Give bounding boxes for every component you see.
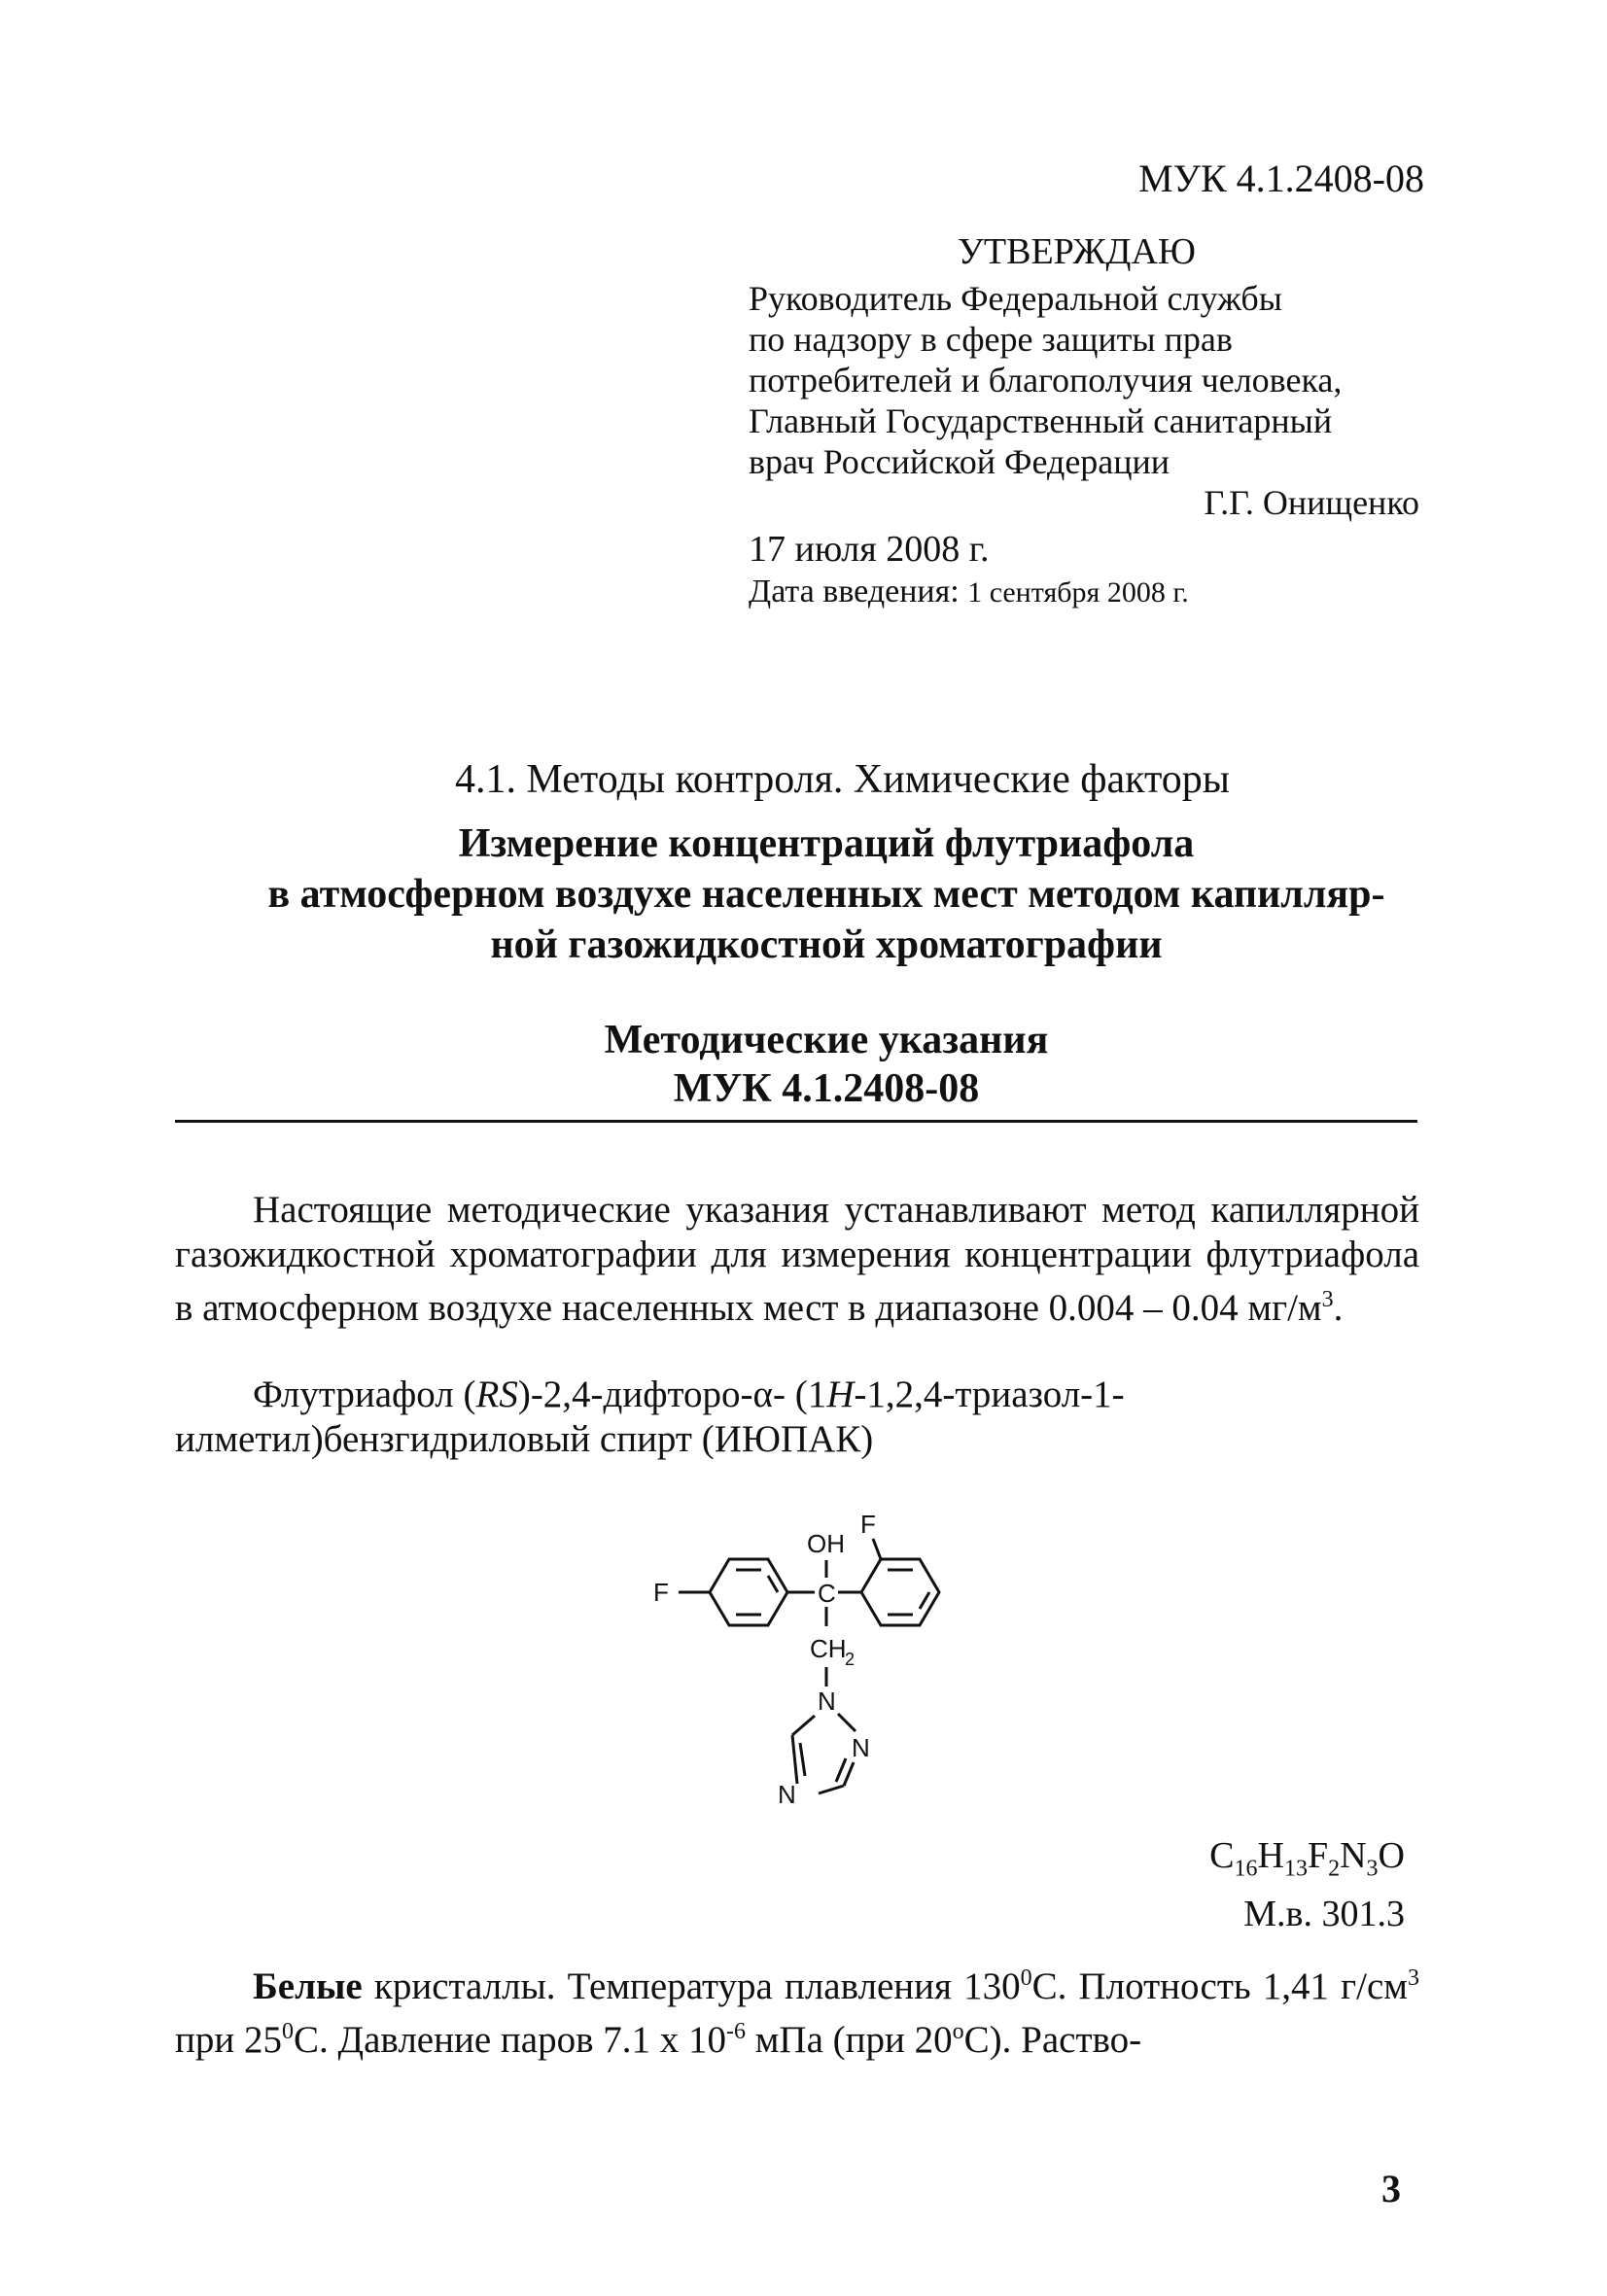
introduction-label: Дата введения:: [749, 574, 960, 609]
document-code: МУК 4.1.2408-08: [1138, 157, 1424, 200]
document-title: [214, 818, 1439, 970]
approval-line: потребителей и благополучия человека,: [749, 361, 1343, 400]
subtitle-line: Методические указания: [604, 1018, 1049, 1062]
properties-sup: 0: [282, 2019, 294, 2044]
atom-c: C: [818, 1579, 836, 1608]
section-heading: 4.1. Методы контроля. Химические факторы: [454, 757, 1230, 802]
iupac-post: -1,2,4-триазол-1-илметил)бензгидриловый спирт (ИЮПАК): [175, 1374, 1125, 1460]
formula-c: C: [1209, 1835, 1235, 1876]
scope-superscript: 3: [1321, 1287, 1334, 1312]
approval-line: Руководитель Федеральной службы: [749, 279, 1282, 318]
properties-text: С. Плотность 1,41 г/см: [1031, 1966, 1408, 2007]
properties-text: мПа (при 20: [746, 2019, 953, 2061]
triazole-bond: [792, 1735, 797, 1784]
atom-f-ortho: F: [860, 1510, 876, 1539]
triazole-bond: [844, 1762, 854, 1786]
atom-ch-subscript: 2: [845, 1650, 856, 1669]
paragraph-properties: [175, 1956, 1419, 2063]
atom-n2: N: [852, 1733, 870, 1762]
title-line: ной газожидкостной хроматографии: [490, 922, 1163, 967]
triazole-double-bond: [836, 1758, 846, 1782]
formula-n-count: 3: [1366, 1856, 1379, 1882]
formula-f: F: [1307, 1835, 1329, 1876]
iupac-rs: RS: [475, 1374, 518, 1415]
formula-o: O: [1378, 1835, 1405, 1876]
triazole-bond: [838, 1714, 856, 1731]
iupac-pre: Флутриафол (: [253, 1374, 476, 1415]
right-ring-double-bond: [920, 1592, 929, 1609]
molecular-formula: [1209, 1833, 1405, 1892]
approval-line: по надзору в сфере защиты прав: [749, 320, 1233, 359]
triazole-bond: [792, 1716, 815, 1735]
iupac-mid: )-2,4-дифторо-α- (1: [517, 1374, 827, 1415]
molecular-weight: М.в. 301.3: [1243, 1893, 1405, 1934]
left-ring-double-bond: [768, 1576, 778, 1592]
properties-bold: Белые: [253, 1966, 363, 2007]
properties-sup: 3: [1408, 1966, 1419, 1991]
document-subtitle: [214, 1016, 1439, 1113]
approval-line: врач Российской Федерации: [749, 442, 1170, 481]
atom-ch: CH: [810, 1634, 847, 1663]
title-divider: [175, 1120, 1417, 1123]
approval-date: 17 июля 2008 г.: [749, 529, 990, 570]
subtitle-code: МУК 4.1.2408-08: [673, 1066, 980, 1111]
signatory-name: Г.Г. Онищенко: [1204, 483, 1419, 522]
formula-f-count: 2: [1328, 1856, 1341, 1882]
paragraph-text: [175, 1956, 1419, 2063]
paragraph-scope: [175, 1188, 1419, 1331]
formula-h-count: 13: [1283, 1856, 1308, 1882]
f-bond-ortho: [873, 1539, 881, 1559]
paragraph-text: [175, 1373, 1419, 1462]
page-number: 3: [1381, 2167, 1401, 2210]
formula-c-count: 16: [1234, 1856, 1258, 1882]
scope-end: .: [1333, 1287, 1344, 1329]
title-line: в атмосферном воздухе населенных мест методом капилляр-: [267, 872, 1385, 917]
properties-sup: -6: [726, 2019, 746, 2044]
paragraph-text: [175, 1188, 1419, 1331]
properties-sup: 0: [1020, 1966, 1032, 1991]
title-line: Измерение концентраций флутриафола: [458, 821, 1195, 866]
properties-text: кристаллы. Температура плавления 130: [362, 1966, 1021, 2007]
introduction-value: 1 сентября 2008 г.: [967, 576, 1189, 609]
paragraph-iupac: [175, 1373, 1419, 1462]
properties-text: при 25: [175, 2019, 282, 2061]
triazole-bond: [819, 1786, 844, 1793]
properties-text: С. Давление паров 7.1 х 10: [294, 2019, 726, 2061]
formula-n: N: [1340, 1835, 1367, 1876]
atom-f-para: F: [653, 1578, 669, 1607]
scope-text: Настоящие методические указания устанавливают метод капиллярной газожидкостной хроматографии для измерения концентрации флутриафола в атмосферном воздухе населенных мест в диапазоне 0.004 – 0.04 мг/м: [175, 1189, 1419, 1329]
formula-h: H: [1257, 1835, 1284, 1876]
molecular-formula-block: [1209, 1833, 1405, 1936]
atom-n3: N: [778, 1780, 796, 1809]
approval-line: Главный Государственный санитарный: [749, 401, 1333, 440]
chemical-structure: [622, 1502, 953, 1832]
approval-block: [749, 231, 1429, 613]
structure-bonds: [679, 1539, 939, 1793]
triazole-double-bond: [800, 1743, 805, 1776]
approval-heading: УТВЕРЖДАЮ: [958, 231, 1196, 272]
properties-sup: o: [952, 2019, 964, 2044]
introduction-date: [749, 572, 1429, 613]
iupac-h: H: [826, 1374, 855, 1415]
properties-text: С). Раство-: [963, 2019, 1142, 2061]
atom-n1: N: [818, 1687, 836, 1716]
atom-oh: OH: [807, 1529, 845, 1558]
